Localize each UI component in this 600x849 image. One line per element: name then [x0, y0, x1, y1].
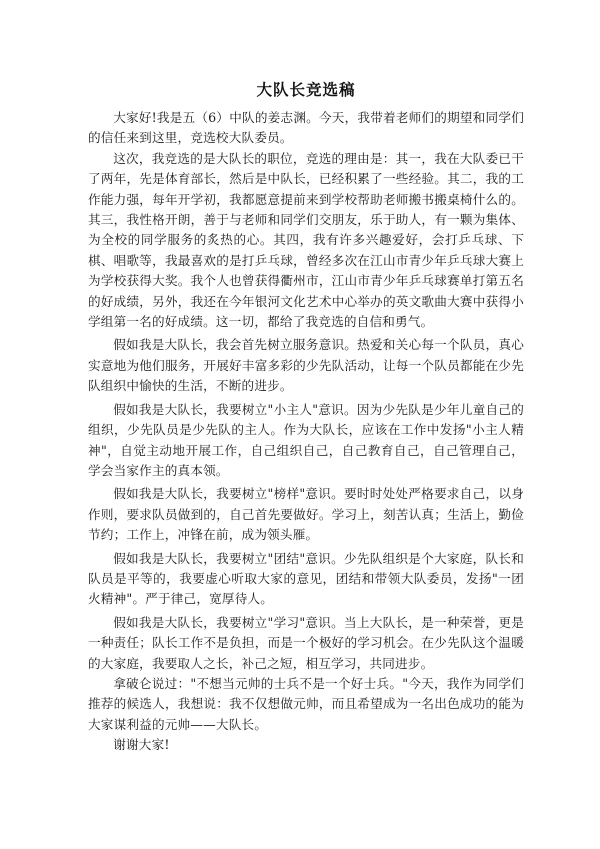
paragraph-learning: 假如我是大队长，我要树立"学习"意识。当上大队长，是一种荣誉，更是一种责任；队长工作不是负担，而是一个极好的学习机会。在少先队这个温暖的大家庭，我要取人之长，补己之短，相互学习，共同进步。 [88, 614, 524, 671]
paragraph-role-model: 假如我是大队长，我要树立"榜样"意识。要时时处处严格要求自己，以身作则，要求队员做到的，自己首先要做好。学习上，刻苦认真；生活上，勤俭节约；工作上，冲锋在前，成为领头雁。 [88, 486, 524, 543]
document-page [88, 78, 524, 756]
paragraph-service: 假如我是大队长，我会首先树立服务意识。热爱和关心每一个队员，真心实意地为他们服务，开展好丰富多彩的少先队活动，让每一个队员都能在少先队组织中愉快的生活，不断的进步。 [88, 337, 524, 394]
paragraph-thanks: 谢谢大家! [113, 737, 170, 753]
paragraph-little-master: 假如我是大队长，我要树立"小主人"意识。因为少先队是少年儿童自己的组织，少先队员是少先队的主人。作为大队长，应该在工作中发扬"小主人精神"，自觉主动地开展工作，自己组织自己，自己教育自己，自己管理自己，学会当家作主的真本领。 [88, 401, 524, 478]
paragraph-unity: 假如我是大队长，我要树立"团结"意识。少先队组织是个大家庭，队长和队员是平等的，我要虚心听取大家的意见，团结和带领大队委员，发扬"一团火精神"。严于律己，宽厚待人。 [88, 550, 524, 607]
document-title: 大队长竞选稿 [256, 80, 356, 99]
paragraph-napoleon-quote: 拿破仑说过："不想当元帅的士兵不是一个好士兵。"今天，我作为同学们推荐的候选人，我想说：我不仅想做元帅，而且希望成为一名出色成功的能为大家谋利益的元帅——大队长。 [88, 675, 524, 732]
paragraph-intro: 大家好!我是五（6）中队的姜志渊。今天，我带着老师们的期望和同学们的信任来到这里，竞选校大队委员。 [88, 110, 524, 146]
paragraph-reasons: 这次，我竞选的是大队长的职位，竞选的理由是：其一，我在大队委已干了两年，先是体育部长，然后是中队长，已经积累了一些经验。其二，我的工作能力强，每年开学初，我都愿意提前来到学校帮助老师搬书搬桌椅什么的。其三，我性格开朗，善于与老师和同学们交朋友，乐于助人，有一颗为集体、为全校的同学服务的炙热的心。其四，我有许多兴趣爱好，会打乒乓球、下棋、唱歌等，我最喜欢的是打乒乓球，曾经多次在江山市青少年乒乓球大赛上为学校获得大奖。我个人也曾获得衢州市，江山市青少年乒乓球赛单打第五名的好成绩，另外，我还在今年银河文化艺术中心举办的英文歌曲大赛中获得小学组第一名的好成绩。这一切，都给了我竞选的自信和勇气。 [88, 150, 524, 330]
